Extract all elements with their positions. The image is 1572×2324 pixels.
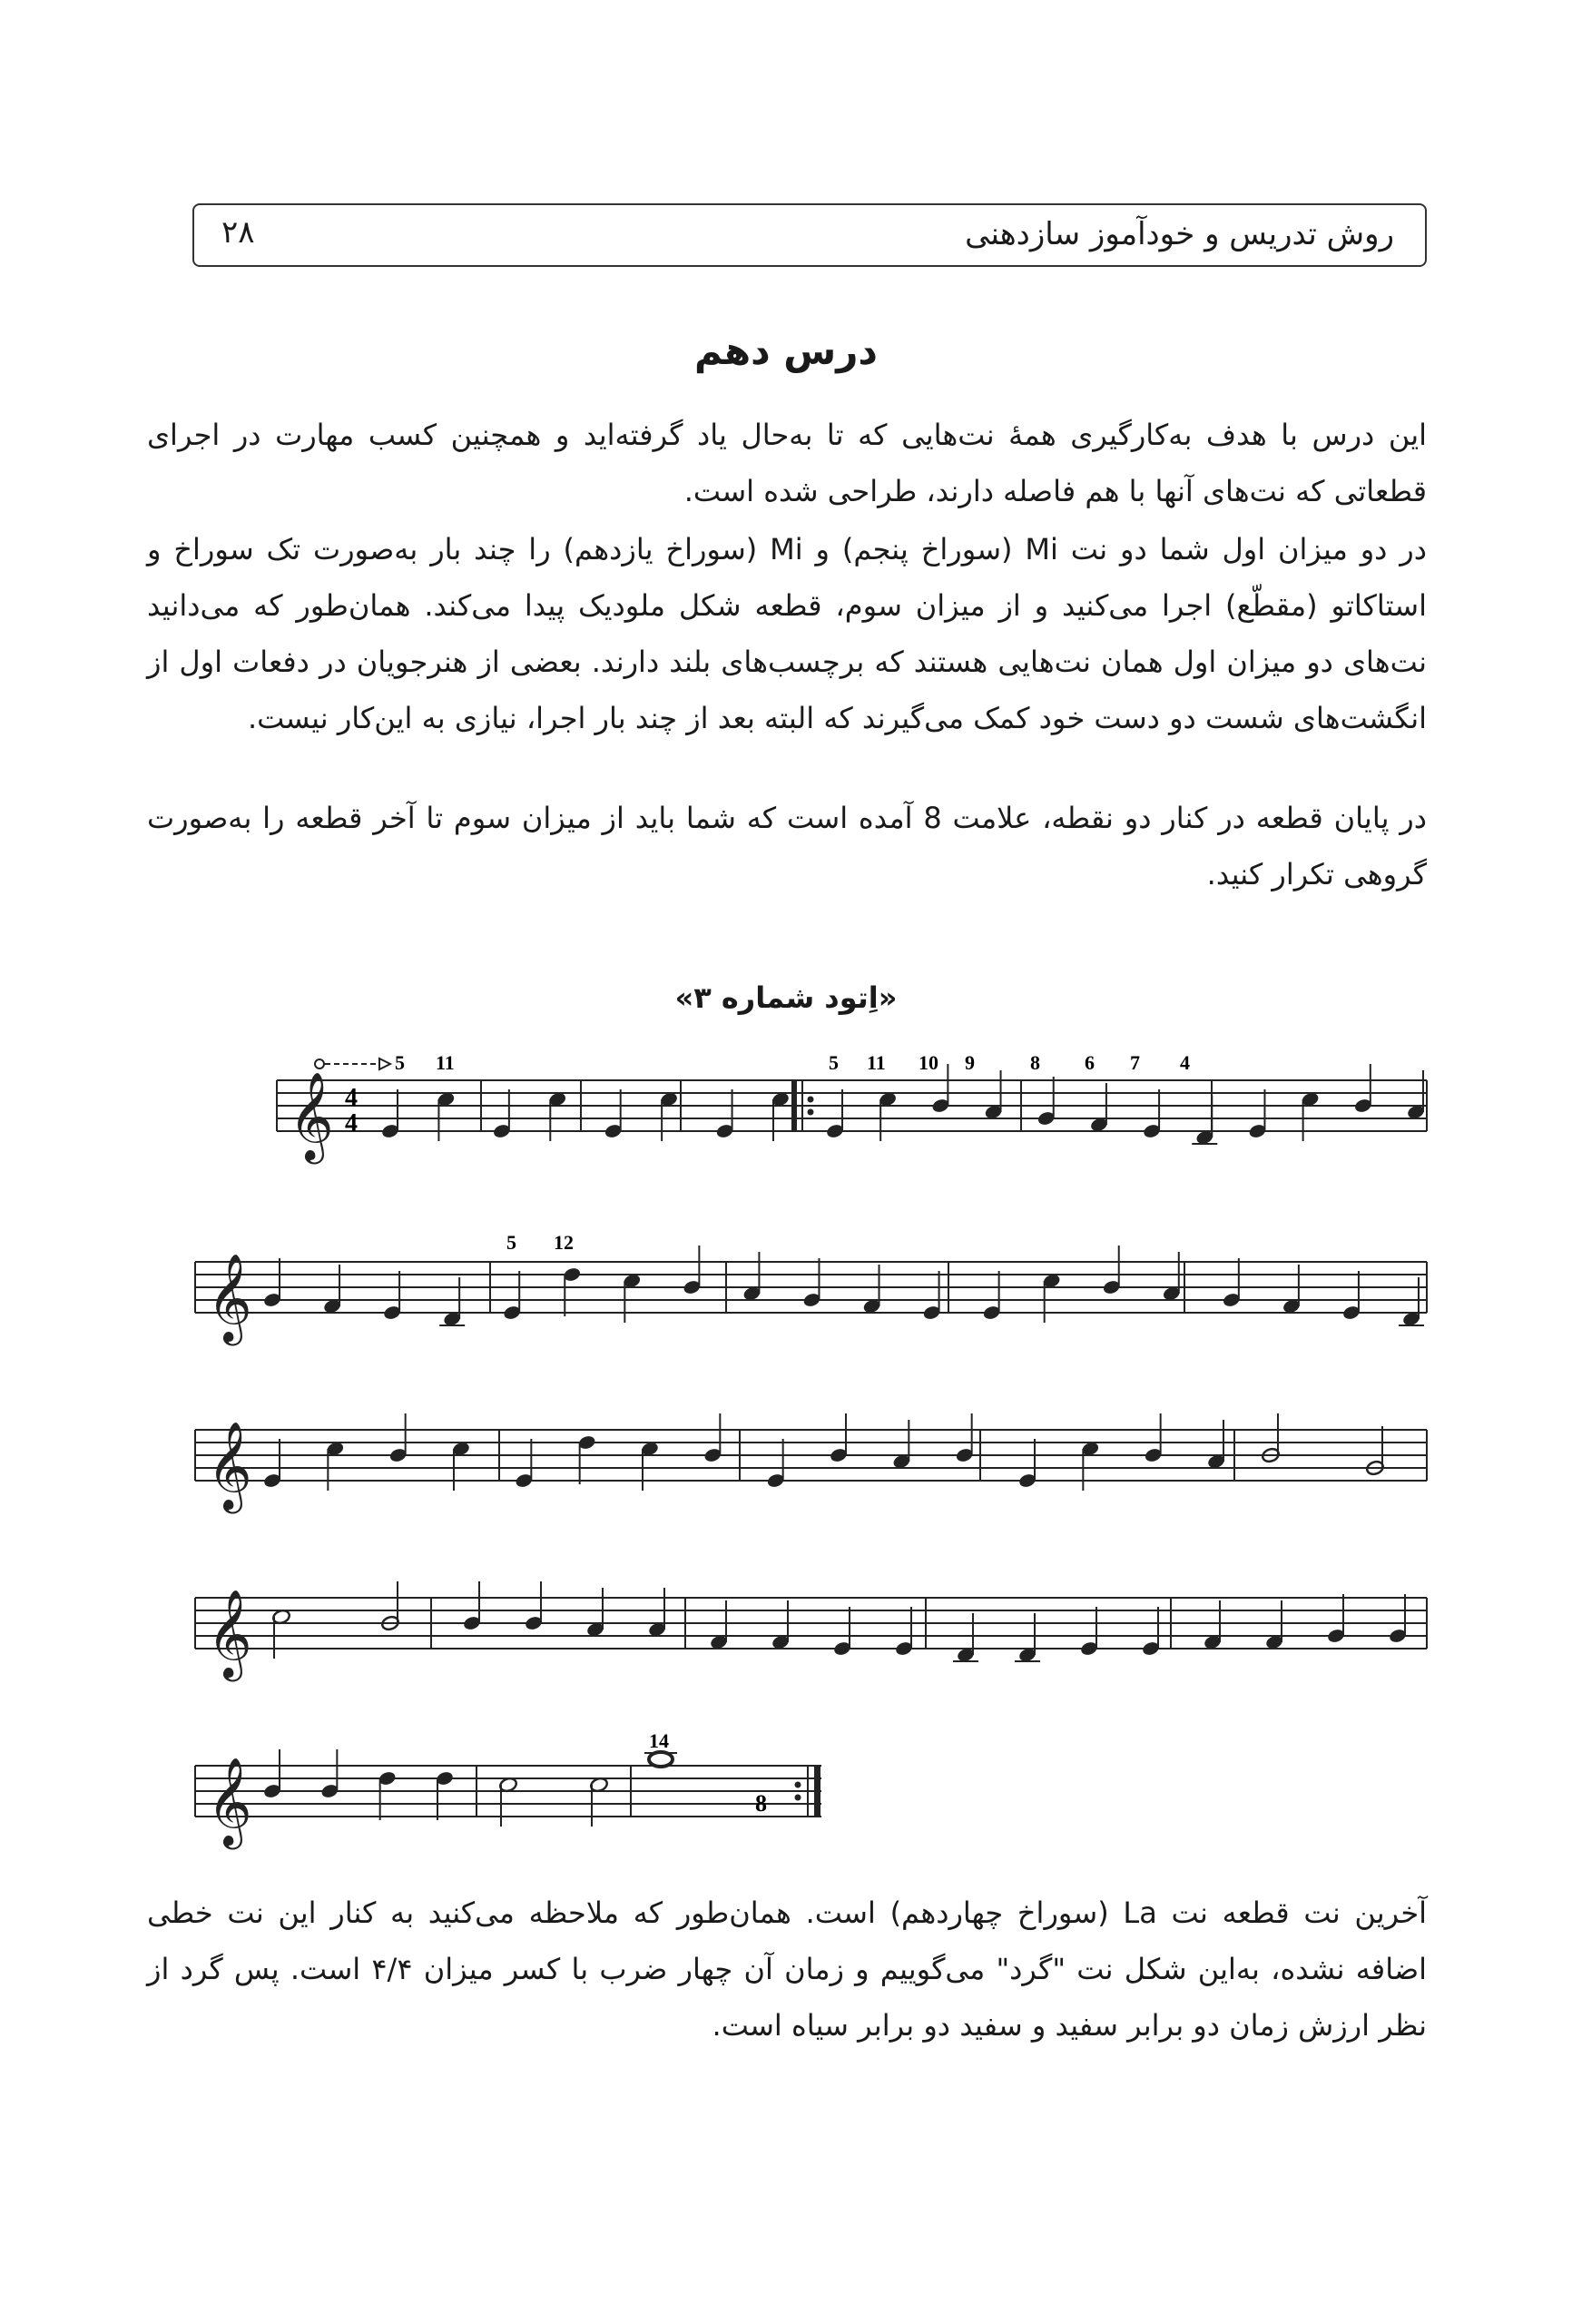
quarter-note [585, 1588, 604, 1638]
quarter-note [683, 1246, 702, 1295]
quarter-note [524, 1581, 543, 1631]
fingering-label: 5 [506, 1231, 516, 1254]
intro-paragraph: این درس با هدف به‌کارگیری همهٔ نت‌هایی که تا به‌حال یاد گرفته‌اید و همچنین کسب مهارت در اجرای قطعاتی که نت‌های آنها با هم فاصله دارند، طراحی شده است. [147, 418, 1427, 508]
notes-group [498, 1777, 608, 1827]
quarter-note [922, 1271, 941, 1321]
fingering-label: 6 [1085, 1051, 1095, 1074]
quarter-note [771, 1600, 790, 1650]
treble-clef-icon: 𝄞 [207, 1253, 252, 1342]
time-signature-bottom: 4 [345, 1109, 358, 1137]
quarter-note [322, 1265, 341, 1315]
fingering-label: 11 [436, 1051, 455, 1074]
quarter-note [1206, 1420, 1225, 1470]
quarter-note [262, 1749, 281, 1799]
half-note [271, 1609, 290, 1659]
quarter-note [462, 1581, 481, 1631]
staff-line-5 [0, 1729, 1572, 1875]
quarter-note [894, 1607, 913, 1657]
staff-lines [277, 1080, 1427, 1131]
quarter-note [879, 1091, 898, 1141]
half-note [498, 1777, 517, 1827]
fingering-label: 9 [965, 1051, 975, 1074]
staff-line-4 [0, 1561, 1572, 1707]
quarter-note [548, 1091, 567, 1141]
quarter-note [766, 1439, 785, 1489]
quarter-note [953, 1613, 978, 1663]
fingering-label: 4 [1180, 1051, 1190, 1074]
quarter-note [802, 1258, 821, 1308]
quarter-note [1341, 1271, 1361, 1321]
quarter-note [378, 1770, 397, 1820]
staff-lines [195, 1598, 1427, 1649]
closing-paragraph: آخرین نت قطعه نت La (سوراخ چهاردهم) است. همان‌طور که ملاحظه می‌کنید به کنار این نت خطی اضافه نشده، به‌این شکل نت "گرد" می‌گوییم و زمان آن چهار ضرب با کسر میزان ۴/۴ است. پس گرد از نظر ارزش زمان دو برابر سفید و سفید دو برابر سیاه است. [147, 1896, 1428, 2043]
quarter-note [1037, 1077, 1056, 1127]
quarter-note [982, 1271, 1001, 1321]
treble-clef-icon: 𝄞 [207, 1757, 252, 1846]
quarter-note [503, 1271, 522, 1321]
quarter-note [715, 1089, 734, 1139]
fingering-label: 8 [1030, 1051, 1040, 1074]
treble-clef-icon: 𝄞 [207, 1421, 252, 1510]
repeat-paragraph: در پایان قطعه در کنار دو نقطه، علامت 8 آمده است که شما باید از میزان سوم تا آخر قطعه را به‌صورت گروهی تکرار کنید. [147, 801, 1428, 891]
quarter-note [892, 1420, 911, 1470]
explanation-paragraph: در دو میزان اول شما دو نت Mi (سوراخ پنجم) و Mi (سوراخ یازدهم) را چند بار به‌صورت تک سوراخ و استاکاتو (مقطّع) اجرا می‌کنید و از میزان سوم، قطعه شکل ملودیک پیدا می‌کند. همان‌طور که می‌دانید نت‌های دو میزان اول همان نت‌هایی هستند که برچسب‌های بلند دارند. بعضی از هنرجویان در دفعات اول از انگشت‌های شست دو دست خود کمک می‌گیرند که البته بعد از چند بار اجرا، نیازی به این‌کار نیست. [147, 532, 1428, 735]
quarter-note [1264, 1600, 1283, 1650]
fingering-label: 11 [867, 1051, 886, 1074]
quarter-note [1282, 1265, 1301, 1315]
quarter-note [1353, 1064, 1372, 1114]
quarter-note [1326, 1594, 1345, 1644]
quarter-note [709, 1600, 728, 1650]
quarter-note [577, 1434, 596, 1484]
staff-line-1 [0, 1044, 1572, 1189]
quarter-note [832, 1607, 851, 1657]
quarter-note [326, 1441, 345, 1491]
fingering-label: 5 [395, 1051, 405, 1074]
quarter-note [388, 1413, 408, 1463]
quarter-note [1144, 1413, 1163, 1463]
quarter-note [437, 1091, 456, 1141]
notes-group [1261, 1413, 1384, 1476]
fingering-label: 5 [829, 1051, 839, 1074]
quarter-note [623, 1273, 642, 1323]
quarter-note [1406, 1070, 1425, 1120]
notes-group [262, 1749, 454, 1820]
quarter-note [1203, 1600, 1222, 1650]
treble-clef-icon: 𝄞 [207, 1589, 252, 1678]
quarter-note [1141, 1607, 1160, 1657]
fingering-label: 10 [919, 1051, 938, 1074]
quarter-note [1222, 1258, 1241, 1308]
notes-group [380, 1089, 790, 1141]
whole-note [644, 1752, 677, 1767]
staff-lines [195, 1430, 1427, 1481]
quarter-note [1102, 1246, 1121, 1295]
breath-arrow-icon [315, 1059, 390, 1069]
quarter-note [439, 1277, 465, 1327]
quarter-note [451, 1441, 470, 1491]
quarter-note [742, 1252, 761, 1302]
quarter-note [1042, 1273, 1061, 1323]
quarter-note [640, 1441, 659, 1491]
quarter-note [1017, 1439, 1037, 1489]
quarter-note [1192, 1096, 1217, 1146]
quarter-note [1081, 1441, 1100, 1491]
quarter-note [380, 1089, 399, 1139]
quarter-note [262, 1439, 281, 1489]
notes-group [262, 1413, 1225, 1491]
treble-clef-icon: 𝄞 [289, 1071, 334, 1160]
quarter-note [1089, 1083, 1108, 1133]
quarter-note [862, 1265, 881, 1315]
book-title: روش تدریس و خودآموز سازدهنی [965, 216, 1394, 252]
quarter-note [1079, 1607, 1098, 1657]
repeat-times-label: 8 [755, 1790, 767, 1817]
fingering-label: 7 [1130, 1051, 1140, 1074]
staff-line-3 [0, 1393, 1572, 1539]
etude-title: «اِتود شماره ۳» [674, 980, 898, 1015]
page-header [192, 203, 1427, 267]
quarter-note [659, 1091, 678, 1141]
quarter-note [1301, 1091, 1320, 1141]
quarter-note [647, 1588, 666, 1638]
quarter-note [955, 1413, 974, 1463]
quarter-note [515, 1439, 534, 1489]
notes-group [271, 1581, 399, 1659]
quarter-note [435, 1770, 454, 1820]
fingering-label: 14 [649, 1729, 669, 1752]
quarter-note [382, 1271, 401, 1321]
page-number: ۲۸ [221, 214, 255, 251]
quarter-note [320, 1749, 339, 1799]
quarter-note [563, 1266, 582, 1316]
fingering-label: 12 [554, 1231, 574, 1254]
quarter-note [703, 1413, 722, 1463]
quarter-note [492, 1089, 511, 1139]
quarter-note [1015, 1613, 1040, 1663]
quarter-note [1162, 1252, 1181, 1302]
half-note [589, 1777, 608, 1827]
quarter-note [262, 1258, 281, 1308]
staff-line-2 [0, 1226, 1572, 1371]
time-signature-top: 4 [345, 1084, 358, 1112]
quarter-note [1399, 1277, 1424, 1327]
quarter-note [1388, 1594, 1407, 1644]
lesson-title: درس دهم [694, 329, 878, 373]
quarter-note [829, 1413, 848, 1463]
quarter-note [771, 1091, 790, 1141]
quarter-note [984, 1070, 1003, 1120]
quarter-note [604, 1089, 623, 1139]
quarter-note [825, 1089, 844, 1139]
quarter-note [1142, 1089, 1161, 1139]
quarter-note [1248, 1089, 1267, 1139]
